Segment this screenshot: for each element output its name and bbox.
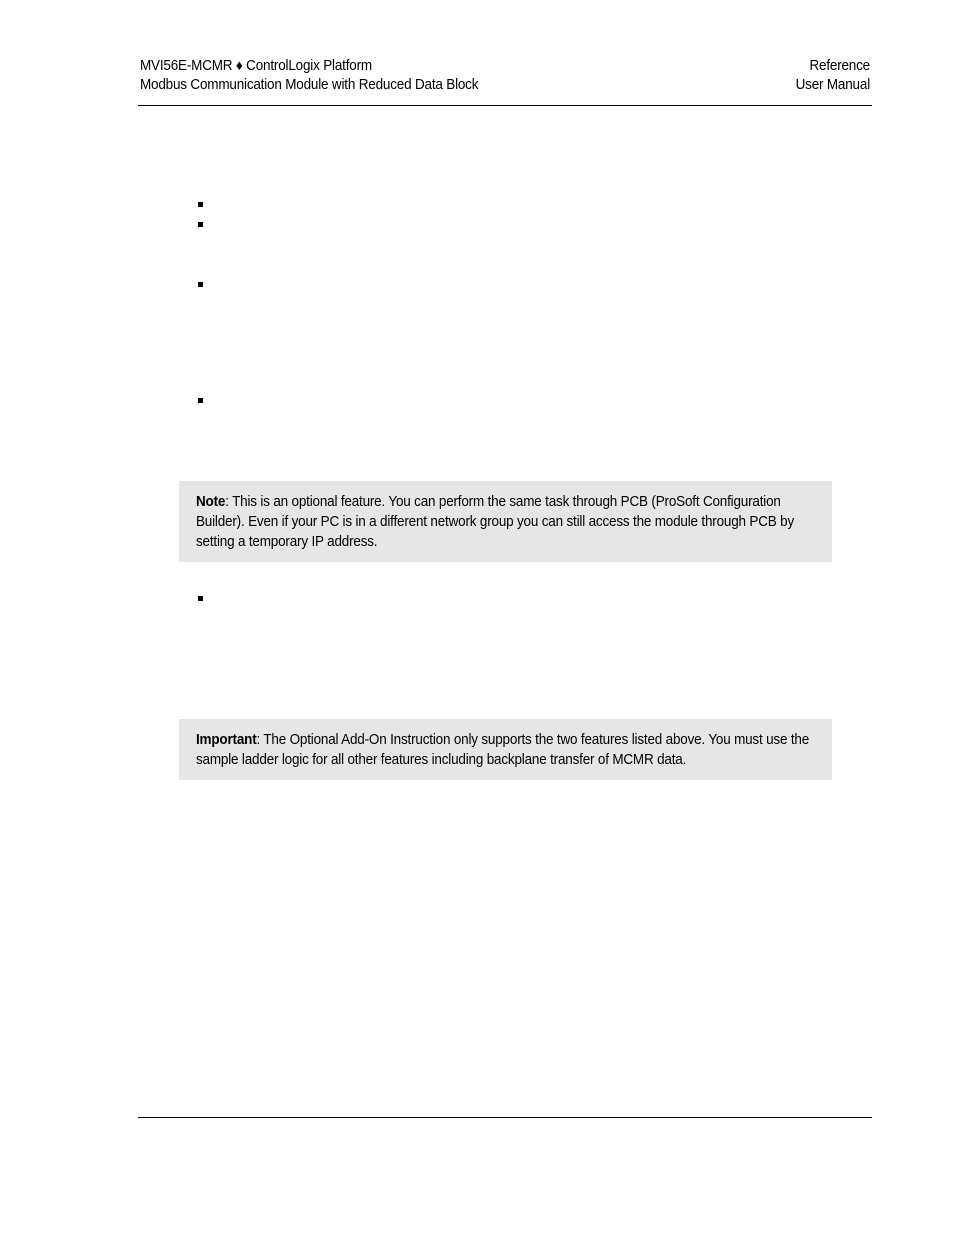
header-product-subtitle: Modbus Communication Module with Reduced Data Block bbox=[140, 77, 479, 93]
header-left bbox=[140, 57, 478, 95]
header-divider bbox=[138, 105, 872, 106]
footer-divider bbox=[138, 1117, 872, 1118]
bullet-marker bbox=[198, 398, 203, 403]
header-product-title: MVI56E-MCMR ♦ ControlLogix Platform bbox=[140, 58, 372, 74]
note-label: Note bbox=[196, 494, 226, 510]
bullet-marker bbox=[198, 282, 203, 287]
bullet-marker bbox=[198, 202, 203, 207]
bullet-marker bbox=[198, 222, 203, 227]
bullet-marker bbox=[198, 596, 203, 601]
important-callout bbox=[179, 719, 832, 780]
important-body bbox=[196, 730, 817, 770]
note-text: : This is an optional feature. You can perform the same task through PCB (ProSoft Configuration Builder). Even if your PC is in a different network group you can still access the module through PCB by setting a temporary IP address. bbox=[196, 494, 795, 550]
note-body bbox=[196, 492, 817, 552]
header-section-name: Reference bbox=[809, 58, 870, 74]
important-label: Important bbox=[196, 732, 257, 748]
header-document-type: User Manual bbox=[795, 77, 870, 93]
header-right bbox=[796, 57, 870, 95]
note-callout bbox=[179, 481, 832, 562]
important-text: : The Optional Add-On Instruction only supports the two features listed above. You must use the sample ladder logic for all other features including backplane transfer of MCMR data. bbox=[196, 732, 810, 768]
